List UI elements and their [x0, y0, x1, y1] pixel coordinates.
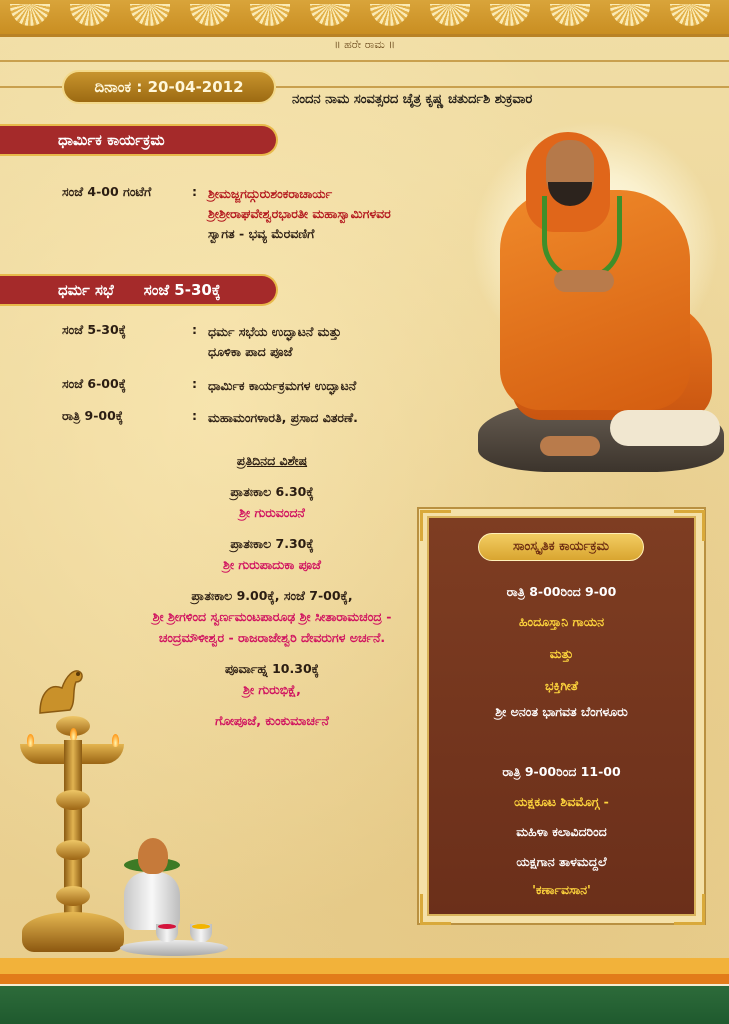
daily-event: ಶ್ರೀ ಗುರುಭಿಕ್ಷೆ,: [243, 682, 301, 697]
dharma-sabha-title: ಧರ್ಮ ಸಭೆ: [58, 281, 114, 299]
dharma-sabha-time: ಸಂಜೆ 5-30ಕ್ಕೆ: [143, 281, 221, 299]
sabha-row-line: ಮಹಾಮಂಗಳಾರತಿ, ಪ್ರಸಾದ ವಿತರಣೆ.: [208, 410, 358, 425]
daily-time: ಪೂರ್ವಾಹ್ನ 10.30ಕ್ಕೆ: [225, 661, 319, 676]
cultural-item: ಯಕ್ಷಕೂಟ ಶಿವಮೊಗ್ಗ -: [514, 794, 609, 809]
daily-event: ಶ್ರೀ ಗುರುವಂದನೆ: [239, 505, 305, 520]
invitation-page: ॥ ಹರೇ ರಾಮ ॥ ದಿನಾಂಕ : 20-04-2012 ನಂದನ ನಾಮ ಸಂವತ್ಸರದ ಚೈತ್ರ ಕೃಷ್ಣ ಚತುರ್ದಶಿ ಶುಕ್ರವಾರ ಧಾರ್ಮಿಕ ಕಾರ್ಯಕ್ರಮ ಸಂಜೆ 4-00 ಗಂಟೆಗೆ : ಶ್ರೀಮಜ್ಜಗದ್ಗುರುಶಂಕರಾಚಾರ್ಯ ಶ್ರೀಶ್ರೀರಾಘವೇಶ್ವರಭಾರತೀ ಮಹಾಸ್ವಾಮಿಗಳವರ ಸ್ವಾಗತ - ಭವ್ಯ ಮೆರವಣಿಗೆ ಧರ್ಮ ಸಭೆ ಸಂಜೆ 5-30ಕ್ಕೆ ಸಂಜೆ 5-30ಕ್ಕೆ : ಧರ್ಮ ಸಭೆಯ ಉದ್ಘಾಟನೆ ಮತ್ತು ಧೂಳಿಕಾ ಪಾದ ಪೂಜೆ ಸಂಜೆ 6-00ಕ್ಕೆ : ಧಾರ್ಮಿಕ ಕಾರ್ಯಕ್ರಮಗಳ ಉದ್ಘಾಟನೆ ರಾತ್ರಿ 9-00ಕ್ಕೆ : ಮಹಾಮಂಗಳಾರತಿ, ಪ್ರಸಾದ ವಿತರಣೆ. ಪ್ರತಿದಿನದ ವಿಶೇಷ ಪ್ರಾತಃಕಾಲ 6.30ಕ್ಕೆ ಶ್ರೀ ಗುರುವಂದನೆ ಪ್ರಾತಃಕಾಲ 7.30ಕ್ಕೆ ಶ್ರೀ ಗುರುಪಾದುಕಾ ಪೂಜೆ ಪ್ರಾತಃಕಾಲ 9.00ಕ್ಕೆ, ಸಂಜೆ 7-00ಕ್ಕೆ, ಶ್ರೀ ಶ್ರೀಗಳಿಂದ ಸ್ವರ್ಣಮಂಟಪಾರೂಢ ಶ್ರೀ ಸೀತಾರಾಮಚಂದ್ರ - ಚಂದ್ರಮೌಳೀಶ್ವರ - ರಾಜರಾಜೇಶ್ವರಿ ದೇವರುಗಳ ಅರ್ಚನೆ. ಪೂರ್ವಾಹ್ನ 10.30ಕ್ಕೆ ಶ್ರೀ ಗುರುಭಿಕ್ಷೆ, ಗೋಪೂಜೆ, ಕುಂಕುಮಾರ್ಚನೆ ಸಾಂಸ್ಕೃತಿಕ ಕಾರ್ಯಕ್ರಮ ರಾತ್ರಿ 8-00ರಿಂದ 9-00 ಹಿಂದೂಸ್ತಾನಿ ಗಾಯನ ಮತ್ತು ಭಕ್ತಿಗೀತೆ ಶ್ರೀ ಅನಂತ ಭಾಗವತ ಬೆಂಗಳೂರು ರಾತ್ರಿ 9-00ರಿಂದ 11-00 ಯಕ್ಷಕೂಟ ಶಿವಮೊಗ್ಗ - ಮಹಿಳಾ ಕಲಾವಿದರಿಂದ ಯಕ್ಷಗಾನ ತಾಳಮದ್ದಲೆ 'ಕರ್ಣಾವಸಾನ': [0, 0, 729, 1024]
daily-event: ಶ್ರೀ ಶ್ರೀಗಳಿಂದ ಸ್ವರ್ಣಮಂಟಪಾರೂಢ ಶ್ರೀ ಸೀತಾರಾಮಚಂದ್ರ -: [152, 609, 392, 624]
top-decorative-band: [0, 0, 729, 34]
dharma-sabha-banner: [0, 274, 278, 306]
invocation-text: ॥ ಹರೇ ರಾಮ ॥: [333, 38, 396, 51]
daily-special-title: ಪ್ರತಿದಿನದ ವಿಶೇಷ: [236, 453, 308, 468]
samvatsara-text: ನಂದನ ನಾಮ ಸಂವತ್ಸರದ ಚೈತ್ರ ಕೃಷ್ಣ ಚತುರ್ದಶಿ ಶುಕ್ರವಾರ: [292, 92, 533, 107]
cultural-item: ಮತ್ತು: [549, 646, 574, 661]
daily-time: ಪ್ರಾತಃಕಾಲ 9.00ಕ್ಕೆ, ಸಂಜೆ 7-00ಕ್ಕೆ,: [191, 588, 353, 603]
daily-event: ಗೋಪೂಜೆ, ಕುಂಕುಮಾರ್ಚನೆ: [215, 713, 329, 728]
cultural-item: ಭಕ್ತಿಗೀತೆ: [544, 678, 578, 693]
peacock-icon: [30, 658, 92, 718]
cultural-item: ಹಿಂದೂಸ್ತಾನಿ ಗಾಯನ: [518, 614, 605, 629]
cultural-item: ಮಹಿಳಾ ಕಲಾವಿದರಿಂದ: [516, 824, 607, 839]
date-badge: ದಿನಾಂಕ : 20-04-2012: [62, 70, 276, 104]
cultural-time-1: ರಾತ್ರಿ 8-00ರಿಂದ 9-00: [506, 584, 617, 599]
religious-line-2: ಶ್ರೀಶ್ರೀರಾಘವೇಶ್ವರಭಾರತೀ ಮಹಾಸ್ವಾಮಿಗಳವರ: [208, 206, 391, 221]
religious-line-3: ಸ್ವಾಗತ - ಭವ್ಯ ಮೆರವಣಿಗೆ: [208, 226, 315, 241]
daily-time: ಪ್ರಾತಃಕಾಲ 7.30ಕ್ಕೆ: [230, 536, 314, 551]
cultural-artist: ಶ್ರೀ ಅನಂತ ಭಾಗವತ ಬೆಂಗಳೂರು: [495, 704, 628, 719]
daily-time: ಪ್ರಾತಃಕಾಲ 6.30ಕ್ಕೆ: [230, 484, 314, 499]
sabha-row-line: ಧೂಳಿಕಾ ಪಾದ ಪೂಜೆ: [208, 344, 293, 359]
cultural-title: ಸಾಂಸ್ಕೃತಿಕ ಕಾರ್ಯಕ್ರಮ: [478, 533, 644, 561]
sabha-row-time: ರಾತ್ರಿ 9-00ಕ್ಕೆ: [62, 408, 124, 423]
sabha-row-time: ಸಂಜೆ 6-00ಕ್ಕೆ: [62, 376, 127, 391]
cultural-item: ಯಕ್ಷಗಾನ ತಾಳಮದ್ದಲೆ: [516, 854, 607, 869]
bottom-stripe: [0, 958, 729, 974]
sabha-row-time: ಸಂಜೆ 5-30ಕ್ಕೆ: [62, 322, 127, 337]
cultural-item: 'ಕರ್ಣಾವಸಾನ': [532, 882, 591, 897]
daily-event: ಶ್ರೀ ಗುರುಪಾದುಕಾ ಪೂಜೆ: [223, 557, 321, 572]
religious-program-banner: [0, 124, 278, 156]
religious-time: ಸಂಜೆ 4-00 ಗಂಟೆಗೆ: [62, 184, 152, 199]
daily-event: ಚಂದ್ರಮೌಳೀಶ್ವರ - ರಾಜರಾಜೇಶ್ವರಿ ದೇವರುಗಳ ಅರ್ಚನೆ.: [158, 630, 386, 645]
sabha-row-line: ಧರ್ಮ ಸಭೆಯ ಉದ್ಘಾಟನೆ ಮತ್ತು: [208, 324, 342, 339]
bottom-stripe: [0, 986, 729, 1024]
sabha-row-line: ಧಾರ್ಮಿಕ ಕಾರ್ಯಕ್ರಮಗಳ ಉದ್ಘಾಟನೆ: [208, 378, 357, 393]
religious-line-1: ಶ್ರೀಮಜ್ಜಗದ್ಗುರುಶಂಕರಾಚಾರ್ಯ: [208, 186, 333, 201]
religious-banner-title: ಧಾರ್ಮಿಕ ಕಾರ್ಯಕ್ರಮ: [58, 131, 165, 149]
cultural-time-2: ರಾತ್ರಿ 9-00ರಿಂದ 11-00: [502, 764, 621, 779]
